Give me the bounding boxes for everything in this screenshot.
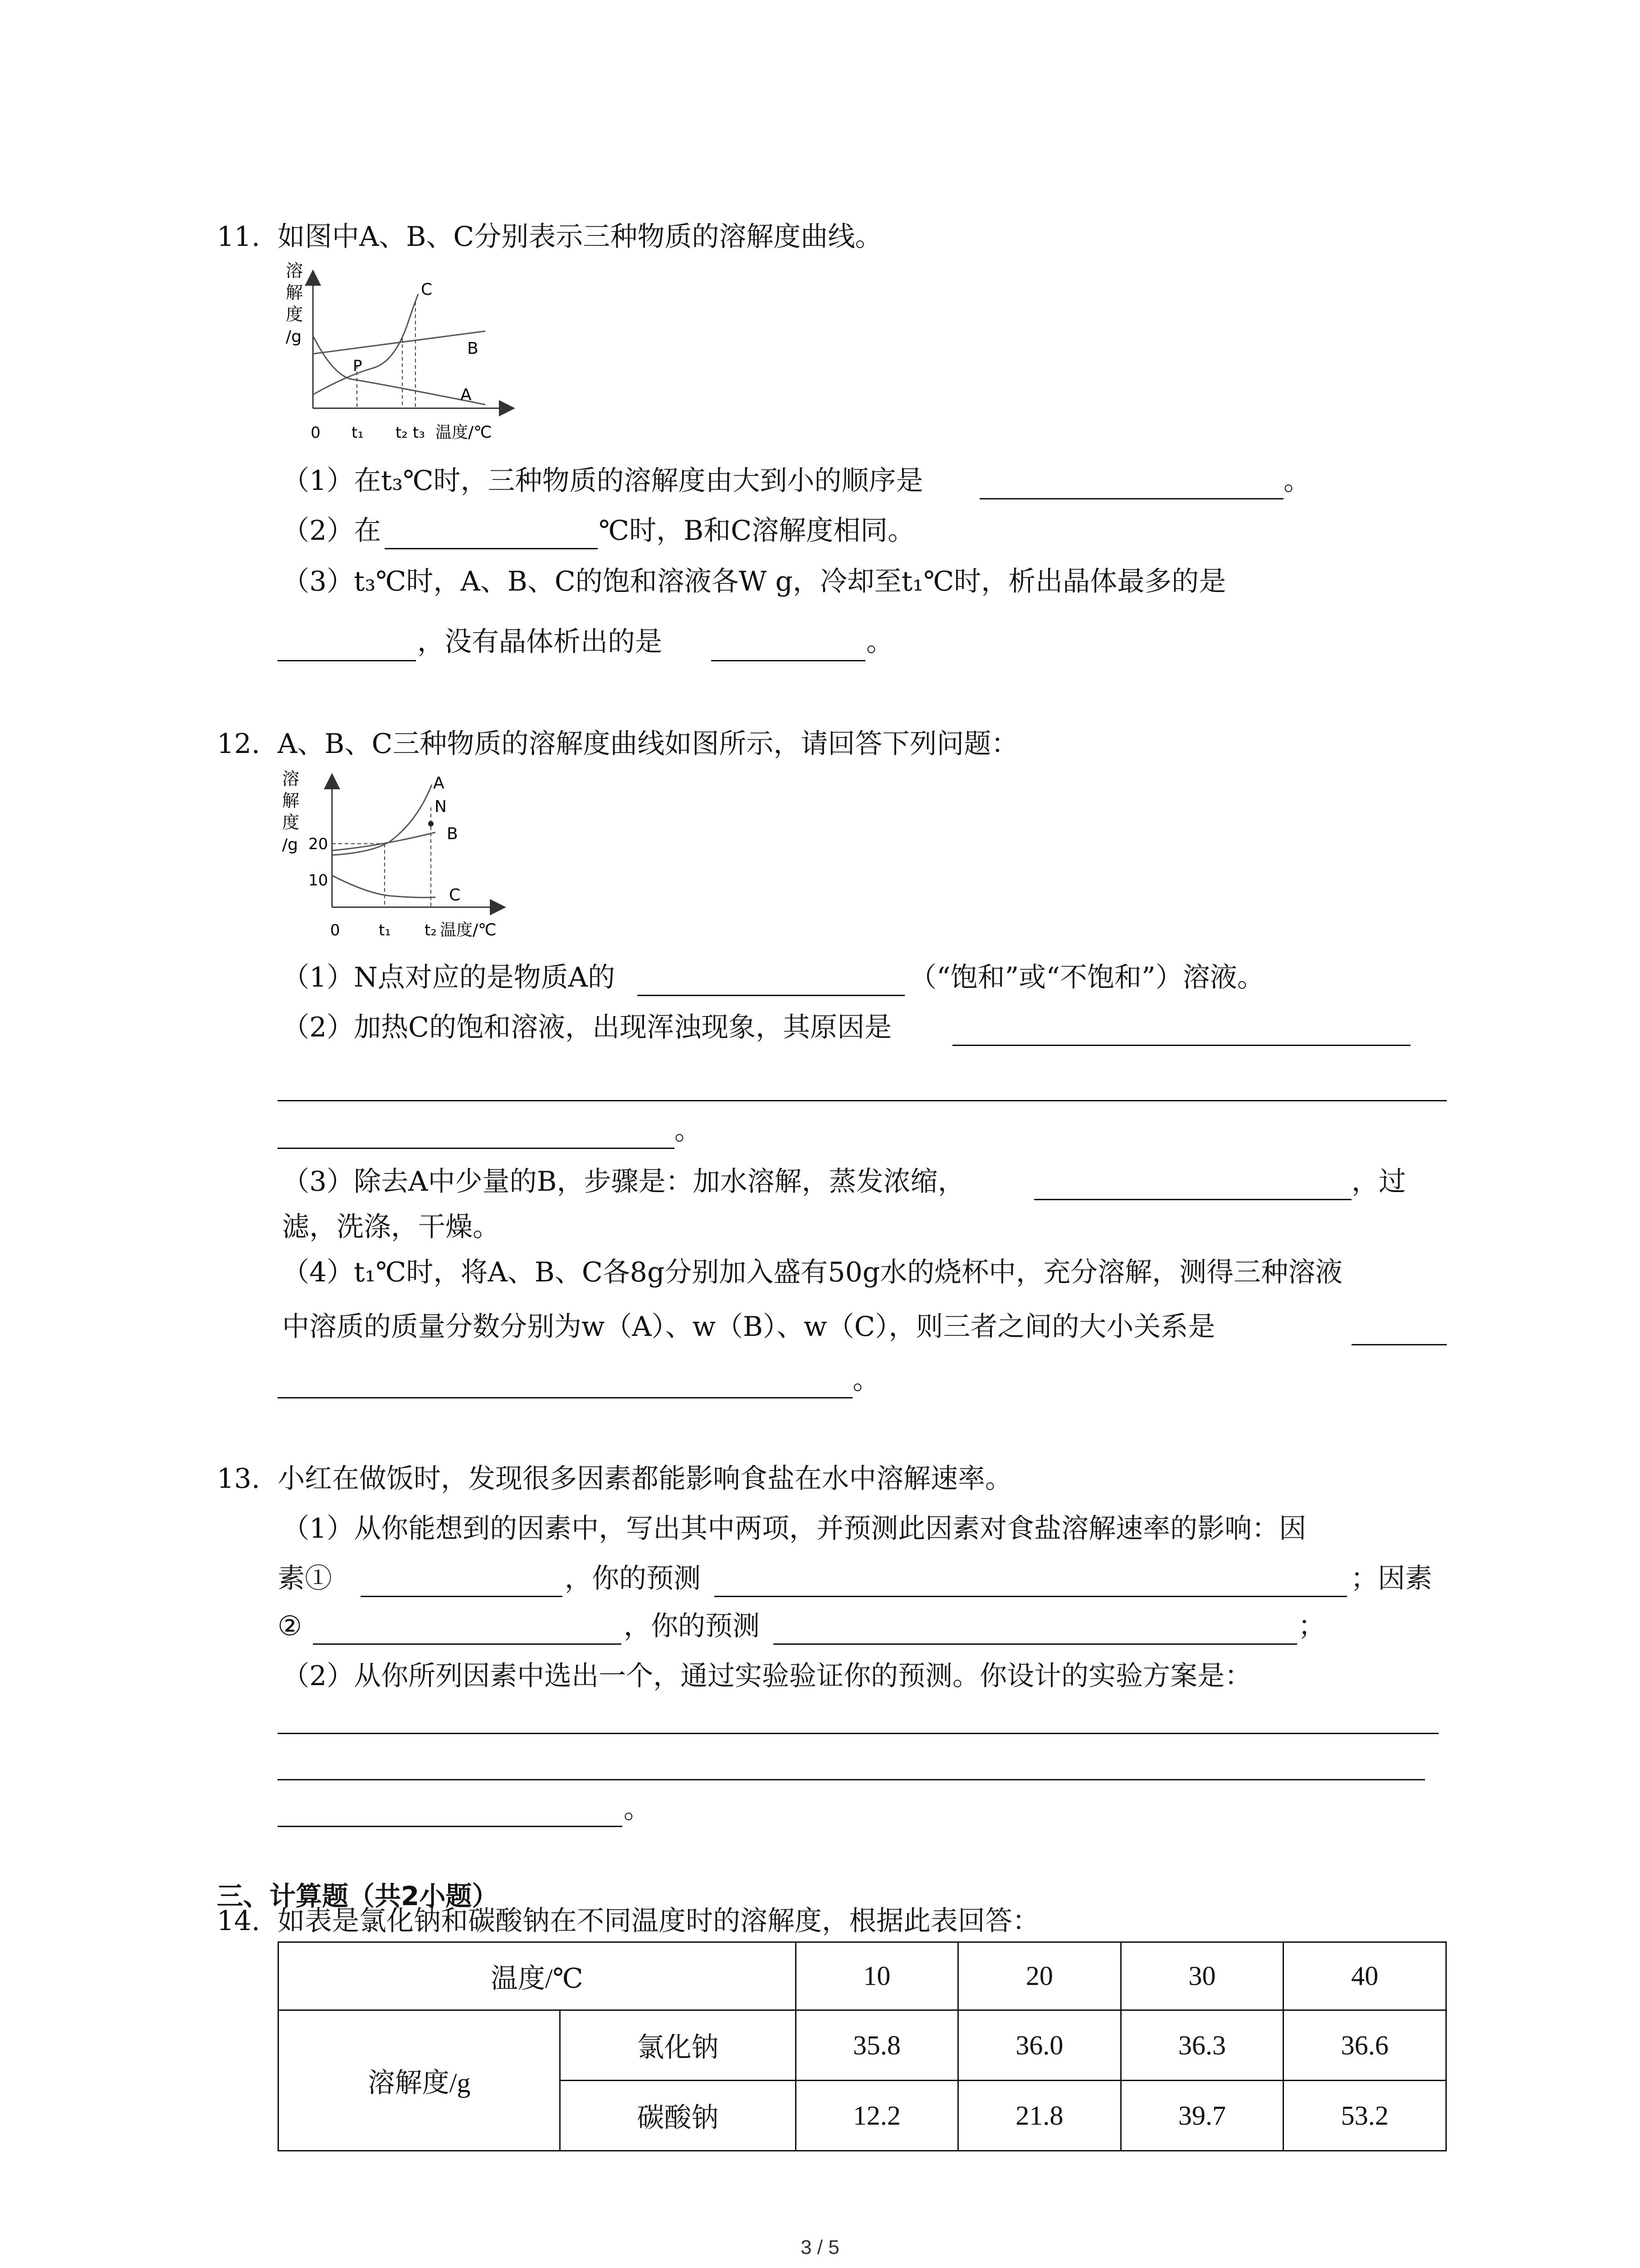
q12-part3-answer-blank[interactable]: [1034, 1199, 1352, 1200]
q12-curve-C: [332, 875, 435, 898]
q11-part1-answer-blank[interactable]: [980, 498, 1284, 499]
q12-xlabel: 温度/℃: [440, 921, 497, 939]
table-cell: 35.8: [796, 2010, 958, 2081]
q12-part3-b: ，过: [1352, 1166, 1406, 1198]
q13-part1-d: ；因素: [1351, 1563, 1432, 1594]
q11-part3-answer-blank-1[interactable]: [278, 660, 416, 661]
q12-part2-answer-blank-1[interactable]: [952, 1045, 1411, 1046]
q11-part1: （1）在t₃℃时，三种物质的溶解度由大到小的顺序是: [282, 465, 923, 497]
q11-part2-answer-blank[interactable]: [385, 548, 598, 549]
q11-part3-answer-blank-2[interactable]: [711, 660, 865, 661]
q12-ylabel-4: /g: [282, 836, 298, 854]
section3-heading: 三、计算题（共2小题）: [217, 1881, 498, 1911]
table-temp-20: 20: [958, 1942, 1121, 2010]
q12-part1-a: （1）N点对应的是物质A的: [282, 962, 615, 993]
q12-part4-end: 。: [853, 1364, 880, 1396]
q12-part1-answer-blank[interactable]: [637, 995, 905, 996]
table-header-row: [278, 1942, 1446, 2010]
q12-origin: 0: [330, 921, 340, 939]
q12-part4-answer-blank-1[interactable]: [1352, 1344, 1447, 1345]
q12-label-B: B: [447, 825, 458, 843]
q13-stem: 小红在做饭时，发现很多因素都能影响食盐在水中溶解速率。: [278, 1463, 1012, 1495]
q13-part2-answer-blank-3[interactable]: [278, 1826, 622, 1827]
table-row-group-label: 溶解度/g: [278, 2010, 560, 2151]
q11-part3-b: ，没有晶体析出的是: [417, 626, 662, 658]
q12-tick-t1: t₁: [379, 921, 391, 939]
q12-part2-answer-blank-3[interactable]: [278, 1148, 674, 1149]
page-number: 3 / 5: [800, 2236, 840, 2258]
table-cell: 39.7: [1121, 2081, 1284, 2151]
q13-part1-f: ，你的预测: [624, 1610, 760, 1642]
q12-ytick-10: 10: [308, 871, 328, 890]
q11-tick-t1: t₁: [351, 424, 364, 442]
q13-factor1-blank[interactable]: [361, 1596, 562, 1597]
table-row-name: 碳酸钠: [560, 2081, 796, 2151]
q11-part3: （3）t₃℃时，A、B、C的饱和溶液各W g，冷却至t₁℃时，析出晶体最多的是: [282, 566, 1226, 597]
q12-part4-b: 中溶质的质量分数分别为w（A）、w（B）、w（C），则三者之间的大小关系是: [282, 1311, 1215, 1343]
q11-part2-b: ℃时，B和C溶解度相同。: [599, 515, 915, 547]
table-cell: 36.6: [1284, 2010, 1446, 2081]
q11-solubility-graph: [277, 259, 531, 458]
q12-part2: （2）加热C的饱和溶液，出现浑浊现象，其原因是: [282, 1012, 892, 1043]
q12-solubility-graph: [272, 767, 526, 948]
q12-ylabel-2: 解: [282, 791, 300, 811]
q11-part1-end: 。: [1284, 465, 1311, 497]
q13-part1-g: ；: [1298, 1610, 1325, 1642]
q13-part2-end: 。: [624, 1793, 651, 1825]
q11-part3-end: 。: [866, 626, 893, 658]
q12-curve-A: [332, 785, 432, 855]
q13-part1-b: 素①: [278, 1563, 332, 1594]
table-temp-30: 30: [1121, 1942, 1284, 2010]
q12-curve-B: [332, 832, 435, 850]
q12-part2-answer-blank-2[interactable]: [278, 1100, 1447, 1101]
q13-factor2-blank[interactable]: [313, 1643, 621, 1645]
q12-point-N: N: [434, 797, 447, 816]
q11-curve-A: [313, 336, 485, 405]
q12-ytick-20: 20: [308, 835, 328, 853]
q11-number: 11.: [217, 221, 260, 253]
q13-prediction2-blank[interactable]: [773, 1643, 1297, 1645]
q12-point-N-dot: [428, 821, 434, 826]
q12-part4-answer-blank-2[interactable]: [278, 1397, 853, 1398]
solubility-table: [278, 1941, 1447, 2151]
q12-ylabel-1: 溶: [282, 769, 300, 789]
q14-number: 14.: [217, 1905, 260, 1937]
q13-part2-answer-blank-1[interactable]: [278, 1733, 1439, 1734]
q12-stem: A、B、C三种物质的溶解度曲线如图所示，请回答下列问题：: [278, 728, 1019, 760]
q11-ylabel-3: 度: [286, 304, 303, 324]
q11-origin: 0: [311, 424, 321, 442]
q11-tick-t3: t₃: [413, 424, 425, 442]
q14-stem: 如表是氯化钠和碳酸钠在不同温度时的溶解度，根据此表回答：: [278, 1905, 1040, 1937]
q11-label-A: A: [460, 386, 472, 404]
table-temp-header: 温度/℃: [278, 1942, 796, 2010]
q12-label-A: A: [433, 774, 444, 792]
table-cell: 36.0: [958, 2010, 1121, 2081]
q12-tick-t2: t₂: [425, 921, 437, 939]
q13-part1-c: ，你的预测: [565, 1563, 701, 1594]
q11-part2-a: （2）在: [282, 515, 381, 547]
q13-number: 13.: [217, 1463, 260, 1495]
q13-part2-answer-blank-2[interactable]: [278, 1779, 1425, 1780]
table-cell: 36.3: [1121, 2010, 1284, 2081]
q11-tick-t2: t₂: [395, 424, 408, 442]
table-temp-40: 40: [1284, 1942, 1446, 2010]
q11-stem: 如图中A、B、C分别表示三种物质的溶解度曲线。: [278, 221, 883, 253]
q12-number: 12.: [217, 728, 260, 760]
table-temp-10: 10: [796, 1942, 958, 2010]
q13-part1-e: ②: [278, 1610, 302, 1642]
table-cell: 21.8: [958, 2081, 1121, 2151]
q11-point-P: P: [353, 357, 362, 375]
q11-ylabel-4: /g: [286, 327, 302, 346]
q13-part2: （2）从你所列因素中选出一个，通过实验验证你的预测。你设计的实验方案是：: [282, 1660, 1252, 1692]
q12-part3-c: 滤，洗涤，干燥。: [282, 1211, 500, 1243]
q11-ylabel-2: 解: [286, 283, 303, 303]
q12-part1-b: （“饱和”或“不饱和”）溶液。: [909, 962, 1264, 993]
q12-part4-a: （4）t₁℃时，将A、B、C各8g分别加入盛有50g水的烧杯中，充分溶解，测得三种溶液: [282, 1256, 1343, 1288]
q12-part3-a: （3）除去A中少量的B，步骤是：加水溶解，蒸发浓缩，: [282, 1166, 965, 1198]
table-cell: 12.2: [796, 2081, 958, 2151]
table-row-name: 氯化钠: [560, 2010, 796, 2081]
q12-label-C: C: [449, 886, 461, 904]
q11-label-B: B: [467, 339, 478, 358]
q12-ylabel-3: 度: [282, 812, 300, 832]
q11-label-C: C: [421, 280, 433, 299]
q11-ylabel-1: 溶: [286, 261, 303, 281]
q13-prediction1-blank[interactable]: [714, 1596, 1347, 1597]
table-row: [278, 2010, 1446, 2081]
q11-xlabel: 温度/℃: [435, 423, 492, 442]
q13-part1-a: （1）从你能想到的因素中，写出其中两项，并预测此因素对食盐溶解速率的影响：因: [282, 1513, 1307, 1545]
q12-part2-end: 。: [674, 1114, 702, 1146]
table-cell: 53.2: [1284, 2081, 1446, 2151]
